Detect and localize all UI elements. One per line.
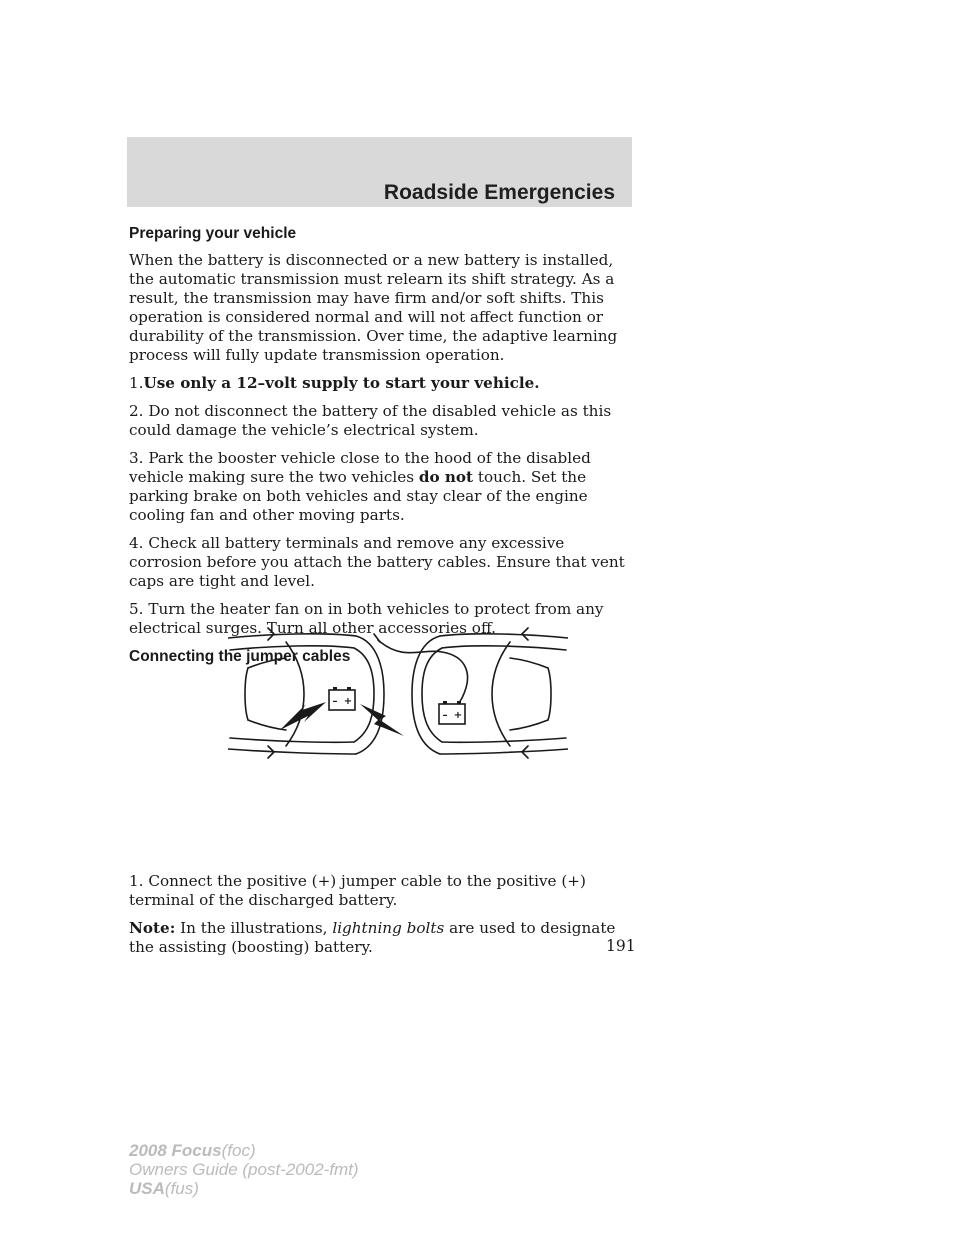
battery-left-negative: – (332, 696, 338, 707)
section-title: Roadside Emergencies (383, 181, 615, 204)
step-2: 2. Do not disconnect the battery of the disabled vehicle as this could damage the vehicle’s electrical system. (129, 402, 612, 439)
footer-line-1: 2008 Focus(foc) (129, 1141, 256, 1160)
step-4: 4. Check all battery terminals and remove any excessive corrosion before you attach the battery cables. Ensure that vent caps are tight and level. (129, 534, 625, 590)
heading-connecting: Connecting the jumper cables (129, 648, 351, 665)
cable-clamp-loose (374, 634, 380, 642)
battery-left (329, 687, 355, 710)
jumper-cable-diagram (228, 612, 568, 782)
step-5: 5. Turn the heater fan on in both vehicles to protect from any electrical surges. Turn all other accessories off. (129, 600, 604, 637)
intro-paragraph: When the battery is disconnected or a new battery is installed, the automatic transmission must relearn its shift strategy. As a result, the transmission may have firm and/or soft shifts. This operation is considered normal and will not affect function or durability of the transmission. Over time, the adaptive learning process will fully update transmission operation. (129, 251, 618, 364)
note-label: Note: (129, 919, 176, 937)
note-paragraph: Note: In the illustrations, lightning bolts are used to designate the assisting (boosting) battery. (129, 919, 616, 956)
step-1-warning: Use only a 12–volt supply to start your vehicle. (143, 374, 540, 392)
step-3: 3. Park the booster vehicle close to the hood of the disabled vehicle making sure the two vehicles do not touch. Set the parking brake on both vehicles and stay clear of the engine cooling fan and other moving parts. (129, 449, 591, 524)
page-content (129, 220, 639, 966)
step-3-emphasis: do not (418, 468, 474, 486)
left-car-outline (228, 628, 384, 758)
header-band (127, 137, 632, 207)
battery-left-positive: + (343, 696, 353, 707)
page-number: 191 (606, 937, 636, 955)
footer (129, 1141, 359, 1198)
footer-line-3: USA(fus) (129, 1179, 199, 1198)
right-car-outline (412, 628, 568, 758)
heading-preparing: Preparing your vehicle (129, 225, 297, 242)
footer-line-2: Owners Guide (post-2002-fmt) (129, 1160, 359, 1179)
battery-right-positive: + (453, 710, 463, 721)
battery-right (439, 701, 465, 724)
connect-step-1: 1. Connect the positive (+) jumper cable to the positive (+) terminal of the discharged battery. (129, 872, 586, 909)
battery-right-negative: – (442, 710, 448, 721)
step-1: 1.Use only a 12–volt supply to start your vehicle. (129, 374, 540, 392)
note-italic: lightning bolts (332, 919, 445, 937)
